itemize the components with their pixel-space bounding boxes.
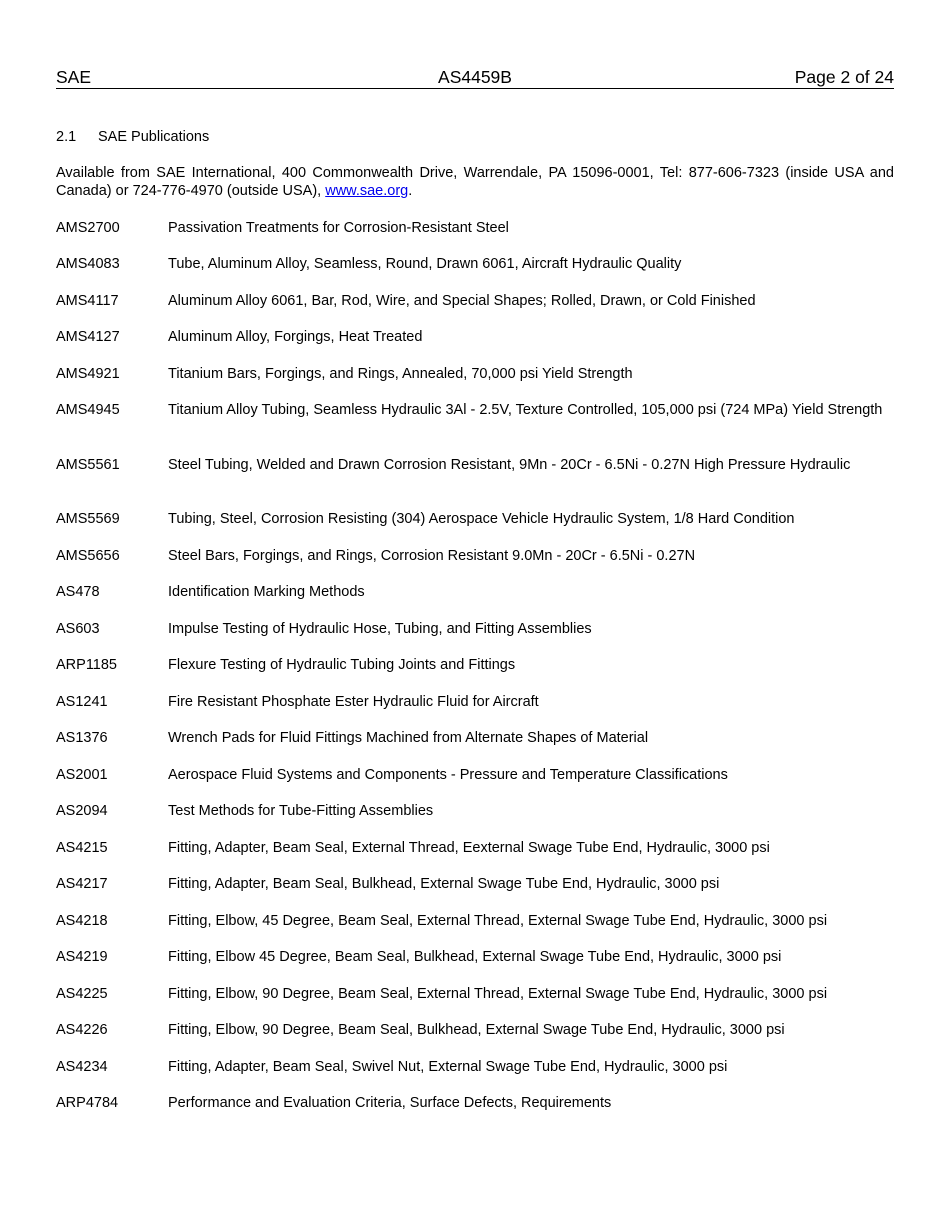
reference-code: AS4215 — [56, 840, 108, 856]
reference-title: Aluminum Alloy, Forgings, Heat Treated — [168, 329, 423, 345]
reference-title: Fitting, Adapter, Beam Seal, Bulkhead, External Swage Tube End, Hydraulic, 3000 psi — [168, 876, 720, 892]
reference-item — [56, 365, 894, 383]
reference-title: Tubing, Steel, Corrosion Resisting (304) Aerospace Vehicle Hydraulic System, 1/8 Hard Condition — [168, 511, 795, 527]
reference-title: Steel Bars, Forgings, and Rings, Corrosion Resistant 9.0Mn - 20Cr - 6.5Ni - 0.27N — [168, 548, 696, 564]
reference-code: AS2001 — [56, 767, 108, 783]
reference-item — [56, 1021, 894, 1039]
reference-title: Flexure Testing of Hydraulic Tubing Joints and Fittings — [168, 657, 516, 673]
reference-title: Aerospace Fluid Systems and Components - Pressure and Temperature Classifications — [168, 767, 728, 783]
reference-item — [56, 620, 894, 638]
reference-title: Fitting, Elbow, 90 Degree, Beam Seal, External Thread, External Swage Tube End, Hydraulic, 3000 psi — [168, 986, 828, 1002]
reference-title: Performance and Evaluation Criteria, Surface Defects, Requirements — [168, 1095, 612, 1111]
reference-code: AS4226 — [56, 1022, 108, 1038]
reference-code: AS4218 — [56, 913, 108, 929]
section-title: SAE Publications — [98, 129, 210, 145]
reference-title: Aluminum Alloy 6061, Bar, Rod, Wire, and Special Shapes; Rolled, Drawn, or Cold Finished — [168, 293, 756, 309]
reference-code: AMS4921 — [56, 366, 120, 382]
section-heading — [56, 128, 209, 146]
reference-code: AS603 — [56, 621, 100, 637]
reference-title: Fitting, Elbow, 90 Degree, Beam Seal, Bulkhead, External Swage Tube End, Hydraulic, 3000 psi — [168, 1022, 785, 1038]
reference-item — [56, 839, 894, 857]
reference-item — [56, 583, 894, 601]
reference-code: AMS5569 — [56, 511, 120, 527]
reference-item — [56, 292, 894, 310]
reference-item — [56, 948, 894, 966]
reference-code: AS1376 — [56, 730, 108, 746]
reference-title: Fitting, Elbow 45 Degree, Beam Seal, Bulkhead, External Swage Tube End, Hydraulic, 3000 psi — [168, 949, 782, 965]
reference-item — [56, 255, 894, 273]
reference-code: AS4234 — [56, 1059, 108, 1075]
reference-code: AS4217 — [56, 876, 108, 892]
reference-code: AMS2700 — [56, 220, 120, 236]
reference-item — [56, 510, 894, 528]
reference-code: AS2094 — [56, 803, 108, 819]
reference-title: Impulse Testing of Hydraulic Hose, Tubing, and Fitting Assemblies — [168, 621, 592, 637]
reference-code: AMS5561 — [56, 457, 120, 473]
reference-title: Fitting, Adapter, Beam Seal, External Thread, Eexternal Swage Tube End, Hydraulic, 3000 psi — [168, 840, 770, 856]
reference-title: Fitting, Adapter, Beam Seal, Swivel Nut, External Swage Tube End, Hydraulic, 3000 psi — [168, 1059, 728, 1075]
page-header — [56, 67, 894, 89]
reference-code: AMS4127 — [56, 329, 120, 345]
reference-item — [56, 401, 894, 419]
intro-text: Available from SAE International, 400 Commonwealth Drive, Warrendale, PA 15096-0001, Tel: 877-606-7323 (inside USA and Canada) or 724-776-4970 (outside USA), — [56, 165, 894, 199]
reference-title: Wrench Pads for Fluid Fittings Machined from Alternate Shapes of Material — [168, 730, 649, 746]
reference-item — [56, 985, 894, 1003]
reference-title: Passivation Treatments for Corrosion-Resistant Steel — [168, 220, 509, 236]
reference-title: Fitting, Elbow, 45 Degree, Beam Seal, External Thread, External Swage Tube End, Hydraulic, 3000 psi — [168, 913, 828, 929]
reference-item — [56, 1058, 894, 1076]
reference-code: AS4219 — [56, 949, 108, 965]
section-number: 2.1 — [56, 129, 77, 145]
reference-item — [56, 729, 894, 747]
reference-code: AS1241 — [56, 694, 108, 710]
reference-title: Test Methods for Tube-Fitting Assemblies — [168, 803, 434, 819]
reference-item — [56, 1094, 894, 1112]
reference-title: Fire Resistant Phosphate Ester Hydraulic Fluid for Aircraft — [168, 694, 539, 710]
reference-item — [56, 328, 894, 346]
reference-item — [56, 693, 894, 711]
header-page-number: Page 2 of 24 — [794, 67, 894, 87]
intro-end: . — [408, 183, 413, 199]
reference-item — [56, 802, 894, 820]
intro-paragraph — [56, 164, 894, 200]
reference-title: Titanium Alloy Tubing, Seamless Hydraulic 3Al - 2.5V, Texture Controlled, 105,000 psi (724 MPa) Yield Strength — [168, 402, 883, 418]
reference-code: ARP4784 — [56, 1095, 119, 1111]
reference-code: AMS4945 — [56, 402, 120, 418]
reference-title: Titanium Bars, Forgings, and Rings, Annealed, 70,000 psi Yield Strength — [168, 366, 633, 382]
reference-item — [56, 547, 894, 565]
reference-item — [56, 766, 894, 784]
reference-code: AS4225 — [56, 986, 108, 1002]
reference-code: AS478 — [56, 584, 100, 600]
reference-item — [56, 912, 894, 930]
reference-title: Tube, Aluminum Alloy, Seamless, Round, Drawn 6061, Aircraft Hydraulic Quality — [168, 256, 682, 272]
reference-item — [56, 875, 894, 893]
header-doc-number: AS4459B — [438, 67, 512, 87]
reference-title: Identification Marking Methods — [168, 584, 365, 600]
reference-code: AMS5656 — [56, 548, 120, 564]
sae-website-link[interactable]: www.sae.org — [325, 183, 409, 199]
reference-item — [56, 456, 894, 474]
reference-code: AMS4083 — [56, 256, 120, 272]
header-org: SAE — [56, 67, 92, 87]
reference-title: Steel Tubing, Welded and Drawn Corrosion Resistant, 9Mn - 20Cr - 6.5Ni - 0.27N High Pressure Hydraulic — [168, 457, 851, 473]
reference-code: ARP1185 — [56, 657, 117, 673]
reference-item — [56, 656, 894, 674]
reference-code: AMS4117 — [56, 293, 119, 309]
reference-item — [56, 219, 894, 237]
